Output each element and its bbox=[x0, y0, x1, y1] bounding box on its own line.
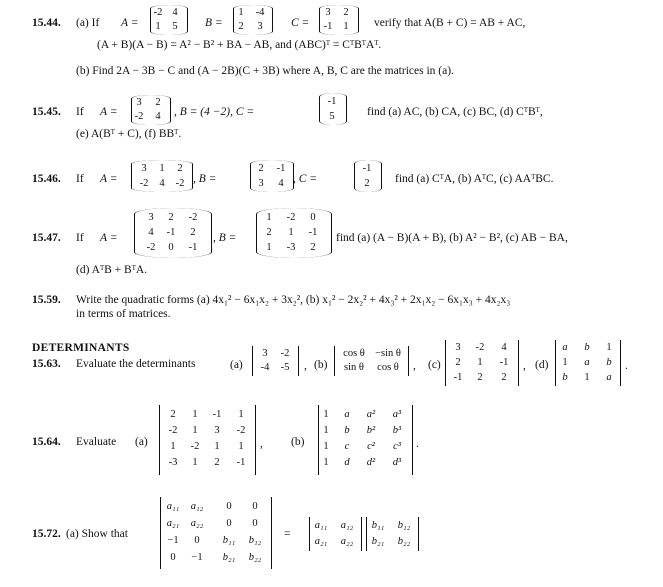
matrix-cell: 1 bbox=[214, 441, 220, 452]
matrix-cell: -3 bbox=[286, 242, 296, 253]
matrix-cell: −sin θ bbox=[375, 348, 401, 359]
det-bar-left bbox=[334, 346, 335, 376]
matrix-cell: -4 bbox=[260, 362, 270, 373]
part-a-label: (a) bbox=[230, 359, 243, 371]
matrix-cell: -2 bbox=[236, 425, 246, 436]
matrix-cell: -2 bbox=[153, 7, 163, 18]
matrix-cell: -2 bbox=[175, 178, 185, 189]
problem-number-15-72: 15.72. bbox=[32, 528, 61, 540]
matrix-cell: 0 bbox=[170, 552, 176, 563]
matrix-cell: 1 bbox=[192, 457, 198, 468]
matrix-cell: cos θ bbox=[377, 362, 399, 373]
matrix-a-label: A = bbox=[100, 173, 118, 185]
det-bar-left bbox=[160, 497, 161, 569]
det-bar-right bbox=[412, 405, 413, 475]
matrix-cell: d² bbox=[366, 457, 376, 468]
det-bar-right bbox=[518, 340, 519, 386]
comma: , bbox=[523, 360, 526, 372]
matrix-cell: 4 bbox=[501, 342, 507, 353]
det-bar-right bbox=[408, 346, 409, 376]
matrix-cell: a₂₂ bbox=[190, 518, 204, 529]
matrix-cell: 1 bbox=[238, 441, 244, 452]
find-text: find (a) (A − B)(A + B), (b) A² − B², (c) AB − BA, bbox=[336, 232, 568, 244]
problem-number-15-45: 15.45. bbox=[32, 106, 61, 118]
comma: , bbox=[413, 360, 416, 372]
if-text: If bbox=[76, 106, 84, 118]
matrix-c-label: C = bbox=[291, 17, 310, 29]
matrix-cell: -2 bbox=[190, 441, 200, 452]
matrix-cell: -1 bbox=[499, 357, 509, 368]
matrix-cell: 0 bbox=[226, 518, 232, 529]
matrix-cell: b₂₂ bbox=[248, 552, 262, 563]
matrix-cell: 5 bbox=[329, 111, 335, 122]
matrix-cell: a bbox=[562, 342, 568, 353]
matrix-cell: b bbox=[584, 342, 590, 353]
matrix-cell: 1 bbox=[323, 425, 329, 436]
matrix-cell: 0 bbox=[168, 242, 174, 253]
period: . bbox=[625, 360, 628, 372]
matrix-cell: a³ bbox=[392, 409, 402, 420]
matrix-cell: b² bbox=[366, 425, 376, 436]
matrix-cell: 2 bbox=[455, 357, 461, 368]
matrix-cell: 1 bbox=[343, 21, 349, 32]
matrix-cell: -2 bbox=[286, 212, 296, 223]
matrix-cell: 1 bbox=[562, 357, 568, 368]
matrix-cell: -2 bbox=[475, 342, 485, 353]
if-text: If bbox=[76, 173, 84, 185]
part-a-label: (a) bbox=[135, 436, 148, 448]
matrix-cell: b₁₁ bbox=[371, 520, 385, 531]
problem-number-15-64: 15.64. bbox=[32, 436, 61, 448]
matrix-cell: 1 bbox=[323, 409, 329, 420]
part-b-label: (b) bbox=[291, 436, 305, 448]
matrix-cell: c bbox=[344, 441, 350, 452]
problem-text: (a) Show that bbox=[66, 528, 128, 540]
matrix-cell: 0 bbox=[194, 535, 200, 546]
matrix-cell: 2 bbox=[190, 227, 196, 238]
matrix-cell: cos θ bbox=[343, 348, 365, 359]
det-bar-right bbox=[298, 346, 299, 376]
matrix-cell: b₁₂ bbox=[248, 535, 262, 546]
matrix-cell: d³ bbox=[392, 457, 402, 468]
matrix-cell: 3 bbox=[262, 348, 268, 359]
matrix-cell: -1 bbox=[308, 227, 318, 238]
matrix-cell: sin θ bbox=[344, 362, 364, 373]
matrix-cell: -1 bbox=[212, 409, 222, 420]
problem-text: Write the quadratic forms (a) 4x₁² − 6x₁x₂ + 3x₂², (b) x₁² − 2x₂² + 4x₃² + 2x₁x₂ − 6x₁x₃ + 4x₂x₃ bbox=[76, 294, 511, 306]
matrix-cell: b bbox=[562, 372, 568, 383]
matrix-cell: 2 bbox=[477, 372, 483, 383]
part-b-label: (b) bbox=[314, 359, 328, 371]
matrix-cell: -2 bbox=[168, 425, 178, 436]
matrix-cell: -1 bbox=[276, 163, 286, 174]
matrix-cell: 1 bbox=[323, 457, 329, 468]
matrix-cell: c³ bbox=[393, 441, 401, 452]
matrix-cell: 2 bbox=[258, 163, 264, 174]
matrix-cell: a bbox=[606, 372, 612, 383]
matrix-cell: a bbox=[584, 357, 590, 368]
matrix-cell: -2 bbox=[146, 242, 156, 253]
problem-number-15-59: 15.59. bbox=[32, 294, 61, 306]
part-d-label: (d) bbox=[535, 359, 549, 371]
matrix-cell: 3 bbox=[257, 21, 263, 32]
matrix-b-label: , B = bbox=[193, 173, 217, 185]
matrix-cell: 2 bbox=[170, 409, 176, 420]
matrix-cell: 2 bbox=[266, 227, 272, 238]
matrix-cell: b bbox=[606, 357, 612, 368]
matrix-cell: a₂₂ bbox=[340, 536, 354, 547]
matrix-cell: c² bbox=[367, 441, 375, 452]
problem-number-15-44: 15.44. bbox=[32, 17, 61, 29]
matrix-cell: 1 bbox=[266, 212, 272, 223]
det-bar-left bbox=[445, 340, 446, 386]
matrix-cell: b₂₁ bbox=[222, 552, 236, 563]
matrix-cell: 0 bbox=[310, 212, 316, 223]
matrix-cell: b₂₁ bbox=[371, 536, 385, 547]
matrix-cell: 2 bbox=[310, 242, 316, 253]
comma: , bbox=[304, 360, 307, 372]
comma: , bbox=[260, 438, 263, 450]
matrix-cell: 4 bbox=[159, 178, 165, 189]
matrix-cell: 3 bbox=[258, 178, 264, 189]
det-bar-left bbox=[252, 346, 253, 376]
identity-line: (A + B)(A − B) = A² − B² + BA − AB, and (ABC)ᵀ = CᵀBᵀAᵀ. bbox=[97, 39, 382, 51]
matrix-cell: 2 bbox=[214, 457, 220, 468]
matrix-cell: 1 bbox=[288, 227, 294, 238]
matrix-cell: 1 bbox=[584, 372, 590, 383]
matrix-cell: a₁₂ bbox=[190, 501, 204, 512]
matrix-cell: 1 bbox=[323, 441, 329, 452]
problem-text-line-2: in terms of matrices. bbox=[76, 308, 171, 320]
matrix-cell: b bbox=[344, 425, 350, 436]
det-bar-right bbox=[418, 517, 419, 551]
matrix-cell: 1 bbox=[159, 163, 165, 174]
matrix-cell: -1 bbox=[362, 163, 372, 174]
matrix-cell: 1 bbox=[477, 357, 483, 368]
matrix-cell: a₁₁ bbox=[314, 520, 328, 531]
matrix-cell: b₁₂ bbox=[397, 520, 411, 531]
matrix-cell: 1 bbox=[238, 7, 244, 18]
matrix-cell: −1 bbox=[167, 535, 179, 546]
matrix-cell: 3 bbox=[148, 212, 154, 223]
equals-sign: = bbox=[284, 528, 291, 540]
section-heading: DETERMINANTS bbox=[32, 342, 130, 354]
matrix-cell: -1 bbox=[453, 372, 463, 383]
matrix-cell: 2 bbox=[155, 97, 161, 108]
matrix-b-label: B = bbox=[205, 17, 223, 29]
part-c-label: (c) bbox=[428, 359, 441, 371]
matrix-cell: 2 bbox=[177, 163, 183, 174]
matrix-cell: 1 bbox=[606, 342, 612, 353]
matrix-cell: -1 bbox=[166, 227, 176, 238]
matrix-cell: 3 bbox=[455, 342, 461, 353]
problem-text: Evaluate the determinants bbox=[76, 358, 196, 370]
matrix-cell: 2 bbox=[238, 21, 244, 32]
det-bar-right bbox=[620, 340, 621, 386]
matrix-c-label: , C = bbox=[293, 173, 318, 185]
matrix-cell: -1 bbox=[188, 242, 198, 253]
matrix-cell: a₁₂ bbox=[340, 520, 354, 531]
matrix-cell: -1 bbox=[323, 21, 333, 32]
det-bar-left bbox=[159, 405, 160, 475]
det-bar-right bbox=[255, 405, 256, 475]
find-text: find (a) CᵀA, (b) AᵀC, (c) AAᵀBC. bbox=[395, 173, 554, 185]
problem-number-15-47: 15.47. bbox=[32, 232, 61, 244]
problem-number-15-63: 15.63. bbox=[32, 358, 61, 370]
matrix-cell: a₁₁ bbox=[166, 501, 180, 512]
problem-text: Evaluate bbox=[76, 436, 117, 448]
find-text: find (a) AC, (b) CA, (c) BC, (d) CᵀBᵀ, bbox=[367, 106, 543, 118]
matrix-b-c-label: , B = (4 −2), C = bbox=[174, 106, 255, 118]
matrix-cell: -1 bbox=[236, 457, 246, 468]
matrix-cell: 2 bbox=[168, 212, 174, 223]
matrix-cell: -3 bbox=[168, 457, 178, 468]
matrix-cell: 1 bbox=[266, 242, 272, 253]
matrix-cell: 0 bbox=[226, 501, 232, 512]
matrix-cell: 0 bbox=[252, 501, 258, 512]
matrix-cell: b₁₁ bbox=[222, 535, 236, 546]
matrix-a-label: A = bbox=[100, 106, 118, 118]
matrix-cell: 2 bbox=[343, 7, 349, 18]
det-bar-right bbox=[271, 497, 272, 569]
part-b-text: (b) Find 2A − 3B − C and (A − 2B)(C + 3B) where A, B, C are the matrices in (a). bbox=[76, 65, 454, 77]
period: . bbox=[416, 438, 419, 450]
matrix-cell: 4 bbox=[155, 111, 161, 122]
verify-text: verify that A(B + C) = AB + AC, bbox=[374, 17, 526, 29]
matrix-cell: 4 bbox=[172, 7, 178, 18]
matrix-cell: -2 bbox=[134, 111, 144, 122]
matrix-cell: -4 bbox=[255, 7, 265, 18]
matrix-cell: -2 bbox=[280, 348, 290, 359]
matrix-cell: 1 bbox=[238, 409, 244, 420]
matrix-b-label: , B = bbox=[213, 232, 237, 244]
matrix-cell: 2 bbox=[501, 372, 507, 383]
part-a-label: (a) If bbox=[76, 17, 100, 29]
det-bar-right bbox=[361, 517, 362, 551]
matrix-cell: 4 bbox=[148, 227, 154, 238]
matrix-cell: -2 bbox=[188, 212, 198, 223]
matrix-cell: 4 bbox=[278, 178, 284, 189]
matrix-cell: b³ bbox=[392, 425, 402, 436]
matrix-cell: -1 bbox=[327, 96, 337, 107]
problem-number-15-46: 15.46. bbox=[32, 173, 61, 185]
matrix-cell: 3 bbox=[136, 97, 142, 108]
matrix-a-label: A = bbox=[121, 17, 139, 29]
matrix-cell: 2 bbox=[364, 178, 370, 189]
matrix-cell: 5 bbox=[172, 21, 178, 32]
matrix-a-label: A = bbox=[100, 232, 118, 244]
matrix-cell: 1 bbox=[192, 425, 198, 436]
matrix-cell: 3 bbox=[214, 425, 220, 436]
matrix-cell: 3 bbox=[325, 7, 331, 18]
matrix-cell: b₂₂ bbox=[397, 536, 411, 547]
matrix-cell: a bbox=[344, 409, 350, 420]
matrix-cell: -2 bbox=[139, 178, 149, 189]
matrix-cell: 1 bbox=[170, 441, 176, 452]
find-line-2: (d) AᵀB + BᵀA. bbox=[76, 264, 148, 276]
matrix-cell: 0 bbox=[252, 518, 258, 529]
matrix-cell: a₂₁ bbox=[166, 518, 180, 529]
matrix-cell: 3 bbox=[141, 163, 147, 174]
matrix-cell: a₂₁ bbox=[314, 536, 328, 547]
matrix-cell: -5 bbox=[280, 362, 290, 373]
find-line-2: (e) A(Bᵀ + C), (f) BBᵀ. bbox=[76, 128, 182, 140]
matrix-cell: d bbox=[344, 457, 350, 468]
matrix-cell: a² bbox=[366, 409, 376, 420]
if-text: If bbox=[76, 232, 84, 244]
matrix-cell: 1 bbox=[192, 409, 198, 420]
matrix-cell: 1 bbox=[155, 21, 161, 32]
matrix-cell: −1 bbox=[191, 552, 203, 563]
